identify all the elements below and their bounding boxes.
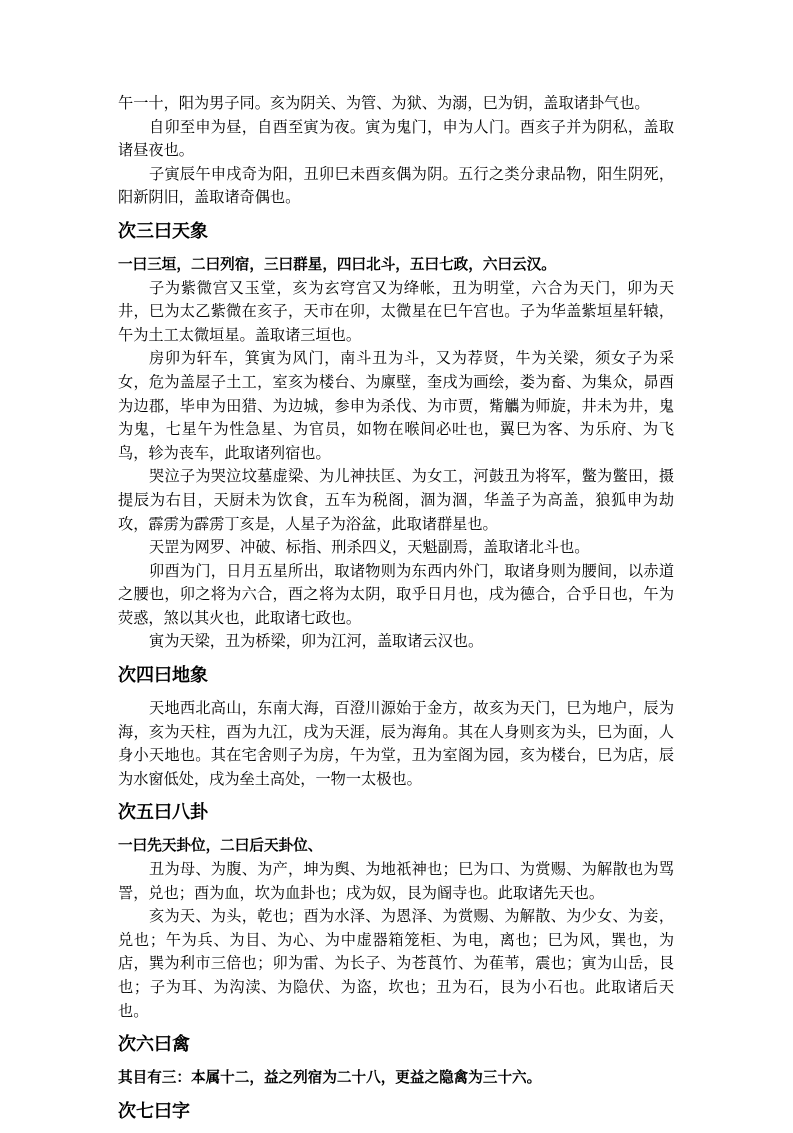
section-6-heading: 次六曰禽 (118, 1034, 190, 1056)
section-3-paragraph: 天罡为网罗、冲破、标指、刑杀四义，天魁副焉，盖取诸北斗也。 (149, 538, 590, 557)
section-6-lead: 其目有三：本属十二，益之列宿为二十八，更益之隐禽为三十六。 (118, 1069, 542, 1087)
section-3-paragraph: 房卯为轩车，箕寅为风门，南斗丑为斗，又为荐贤，牛为关梁，须女子为采女，危为盖屋子土工，室亥为楼台、为廪壁，奎戌为画绘，娄为畜、为集众，昴酉为边郡，毕申为田猎、为边城，参申为杀伐、为市贾，觜觿为师旋，井未为井，鬼为鬼，七星午为性急星、为官员，如物在喉间必吐也，翼巳为客、为乐府、为飞鸟，轸为丧车，此取诸列宿也。 (118, 349, 674, 462)
section-4-heading: 次四曰地象 (118, 665, 208, 687)
section-5-lead: 一曰先天卦位，二曰后天卦位、 (118, 837, 323, 855)
section-3-paragraph: 卯酉为门，日月五星所出，取诸物则为东西内外门，取诸身则为腰间，以赤道之腰也，卯之将为六合，酉之将为太阴，取乎日月也，戌为德合，合乎日也，午为荧惑，煞以其火也，此取诸七政也。 (118, 561, 674, 627)
section-5-heading: 次五曰八卦 (118, 802, 208, 824)
section-5-paragraph: 亥为天、为头，乾也；酉为水泽、为恩泽、为赏赐、为解散、为少女、为妾，兑也；午为兵、为目、为心、为中虚器箱笼柜、为电，离也；巳为风，巽也，为店，巽为利市三倍也；卯为雷、为长子、为苍莨竹、为萑苇，震也；寅为山岳，艮也；子为耳、为沟渎、为隐伏、为盗，坎也；丑为石，艮为小石也。此取诸后天也。 (118, 907, 674, 1020)
intro-paragraph-2: 自卯至申为昼，自酉至寅为夜。寅为鬼门，申为人门。酉亥子并为阴私，盖取诸昼夜也。 (118, 117, 674, 160)
intro-paragraph-3: 子寅辰午申戌奇为阳，丑卯巳未酉亥偶为阴。五行之类分隶品物，阳生阴死，阳新阴旧，盖取诸奇偶也。 (118, 164, 674, 207)
document-page (118, 92, 674, 1133)
section-3-lead: 一曰三垣，二曰列宿，三曰群星，四曰北斗，五曰七政，六曰云汉。 (118, 255, 556, 273)
intro-paragraph-1: 午一十，阳为男子同。亥为阴关、为管、为狱、为溺，巳为钥，盖取诸卦气也。 (118, 94, 650, 112)
section-3-paragraph: 寅为天梁，丑为桥梁，卯为江河，盖取诸云汉也。 (149, 632, 484, 651)
section-3-paragraph: 子为紫微宫又玉堂，亥为玄穹宫又为绛帐，丑为明堂，六合为天门，卯为天井，巳为太乙紫微在亥子，天市在卯，太微星在巳午宫也。子为华盖紫垣星轩辕，午为土工太微垣星。盖取诸三垣也。 (118, 278, 674, 344)
section-7-heading: 次七曰字 (118, 1100, 190, 1122)
section-5-paragraph: 丑为母、为腹、为产，坤为舆、为地祇神也；巳为口、为赏赐、为解散也为骂詈，兑也；酉为血，坎为血卦也；戌为奴，艮为阍寺也。此取诸先天也。 (118, 860, 674, 902)
section-4-paragraph: 天地西北高山，东南大海，百澄川源始于金方，故亥为天门，巳为地户，辰为海，亥为天柱，酉为九江，戌为天涯，辰为海角。其在人身则亥为头，巳为面，人身小天地也。其在宅舍则子为房，午为堂，丑为室阁为园，亥为楼台，巳为店，辰为水窗低处，戌为垒土高处，一物一太极也。 (118, 699, 674, 788)
section-3-heading: 次三曰天象 (118, 220, 208, 242)
section-3-paragraph: 哭泣子为哭泣坟墓虚梁、为儿神扶匡、为女工，河鼓丑为将军，鳖为鳖田，摄提辰为右目，天厨未为饮食，五车为税阁，涸为涸，华盖子为高盖，狼狐申为劫攻，霹雳为霹雳丁亥是，人星子为浴盆，此取诸群星也。 (118, 467, 674, 533)
